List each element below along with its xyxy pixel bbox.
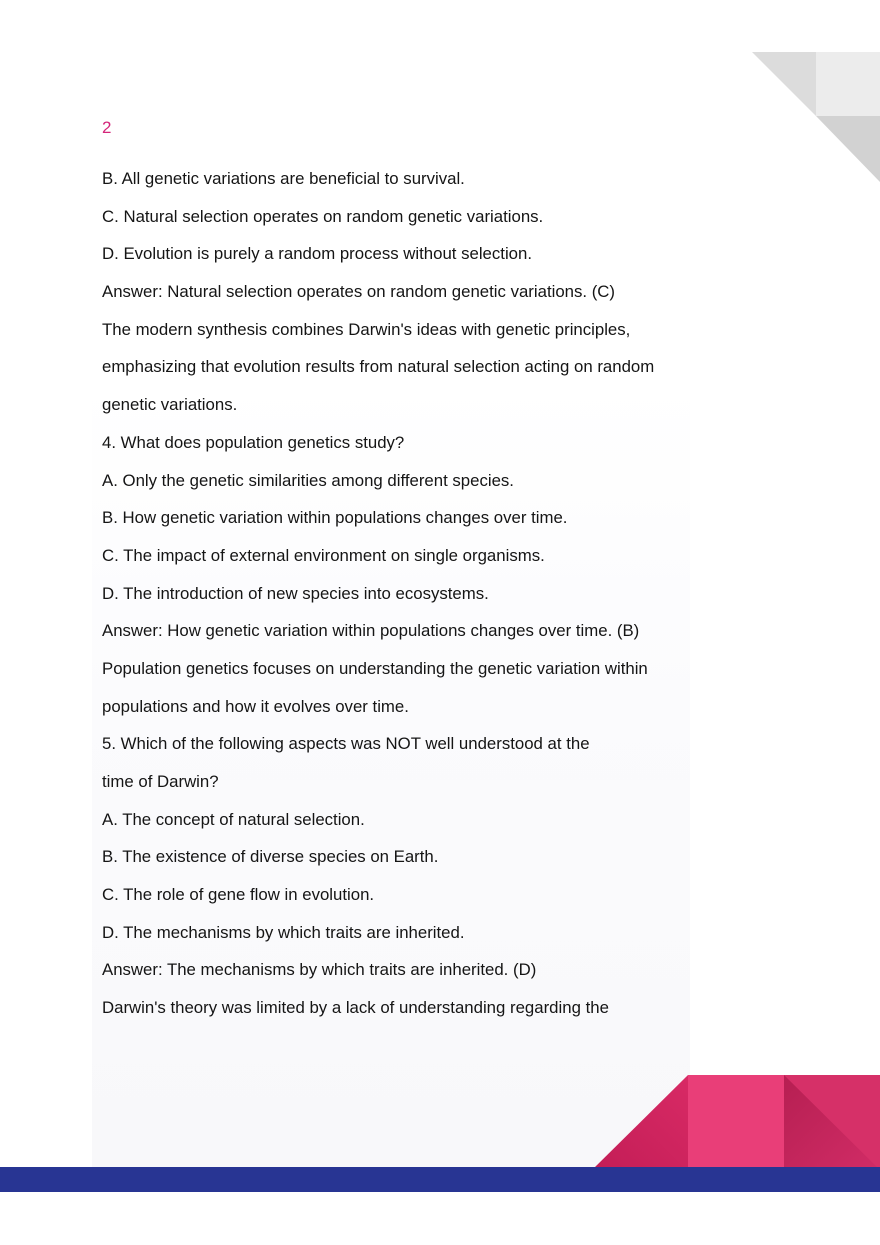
deco-top-dark-triangle	[816, 116, 880, 182]
text-line: C. The role of gene flow in evolution.	[102, 885, 375, 905]
text-line: Darwin's theory was limited by a lack of understanding regarding the	[102, 998, 609, 1018]
text-line: Population genetics focuses on understanding the genetic variation within	[102, 658, 648, 678]
text-line: populations and how it evolves over time.	[102, 696, 409, 716]
text-line: time of Darwin?	[102, 772, 219, 791]
text-line: C. The impact of external environment on single organisms.	[102, 545, 545, 565]
text-line: Answer: How genetic variation within populations changes over time. (B)	[102, 621, 640, 641]
footer-bar	[0, 1167, 880, 1192]
text-line: A. Only the genetic similarities among different species.	[102, 470, 514, 490]
text-line: C. Natural selection operates on random genetic variations.	[102, 206, 544, 226]
page-number: 2	[102, 118, 112, 137]
text-line: D. The mechanisms by which traits are inherited.	[102, 922, 465, 942]
text-line: B. How genetic variation within populations changes over time.	[102, 508, 568, 528]
corner-decoration-bottom	[592, 1075, 880, 1170]
corner-decoration-top	[752, 52, 880, 182]
text-line: genetic variations.	[102, 395, 238, 415]
text-line: The modern synthesis combines Darwin's ideas with genetic principles,	[102, 319, 631, 339]
deco-bottom-triangle	[592, 1075, 688, 1170]
text-line: B. The existence of diverse species on Earth.	[102, 847, 439, 867]
text-line: 4. What does population genetics study?	[102, 432, 405, 452]
text-line: B. All genetic variations are beneficial to survival.	[102, 169, 465, 188]
text-line: Answer: Natural selection operates on random genetic variations. (C)	[102, 282, 616, 302]
deco-top-light-triangle	[752, 52, 816, 116]
question-text-block	[102, 160, 742, 1027]
deco-top-square	[816, 52, 880, 116]
text-line: emphasizing that evolution results from natural selection acting on random	[102, 357, 655, 377]
text-line: 5. Which of the following aspects was NOT well understood at the	[102, 734, 590, 754]
text-line: Answer: The mechanisms by which traits are inherited. (D)	[102, 960, 537, 980]
deco-bottom-square	[688, 1075, 784, 1170]
text-line: A. The concept of natural selection.	[102, 809, 365, 829]
text-line: D. The introduction of new species into ecosystems.	[102, 583, 489, 603]
text-line: D. Evolution is purely a random process without selection.	[102, 244, 532, 264]
